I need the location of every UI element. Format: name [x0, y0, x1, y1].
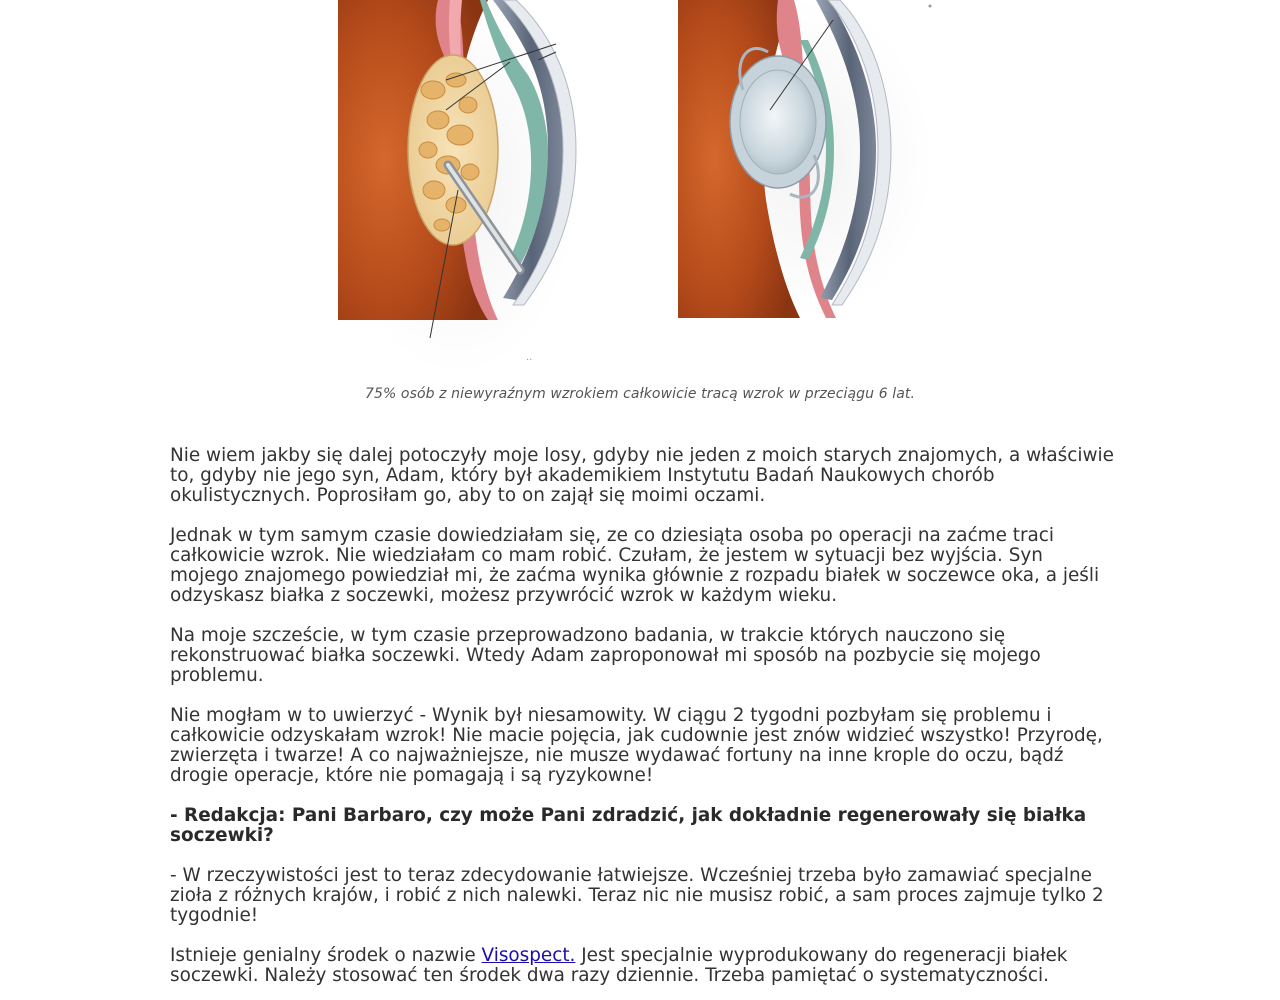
product-link[interactable]: Visospect.: [481, 945, 576, 966]
product-description-text: Jest specjalnie wyprodukowany do regeneracji białek soczewki. Należy stosować ten środek dwa razy dziennie. Trzeba pamiętać o systematyczności.: [170, 945, 1068, 986]
figure-caption: 75% osób z niewyraźnym wzrokiem całkowicie tracą wzrok w przeciągu 6 lat.: [364, 386, 916, 402]
paragraph-4: Nie mogłam w to uwierzyć - Wynik był niesamowity. W ciągu 2 tygodni pozbyłam się problemu i całkowicie odzyskałam wzrok! Nie macie pojęcia, jak cudownie jest znów widzieć wszystko! Przyrodę, zwierzęta i twarze! A co najważniejsze, nie musze wydawać fortuny na inne krople do oczu, bądź drogie operacje, które nie pomagają i są ryzykowne!: [170, 705, 1103, 786]
svg-text:..: ..: [526, 352, 533, 363]
interview-answer: - W rzeczywistości jest to teraz zdecydowanie łatwiejsze. Wcześniej trzeba było zamawiać specjalne zioła z różnych krajów, i robić z nich nalewki. Teraz nic nie musisz robić, a sam proces zajmuje tylko 2 tygodnie!: [170, 865, 1104, 926]
paragraph-product: [170, 946, 1115, 986]
paragraph-2: Jednak w tym samym czasie dowiedziałam się, ze co dziesiąta osoba po operacji na zaćme traci całkowicie wzrok. Nie wiedziałam co mam robić. Czułam, że jestem w sytuacji bez wyjścia. Syn mojego znajomego powiedział mi, że zaćma wynika głównie z rozpadu białek w soczewce oka, a jeśli odzyskasz białka z soczewki, możesz przywrócić wzrok w każdym wieku.: [170, 525, 1100, 606]
eye-cataract-illustration: [338, 0, 942, 380]
paragraph-3: Na moje szczeście, w tym czasie przeprowadzono badania, w trakcie których nauczono się rekonstruować białka soczewki. Wtedy Adam zaproponował mi sposób na pozbycie się mojego problemu.: [170, 625, 1041, 686]
product-intro-text: Istnieje genialny środek o nazwie: [170, 945, 482, 966]
paragraph-1: Nie wiem jakby się dalej potoczyły moje losy, gdyby nie jeden z moich starych znajomych, a właściwie to, gdyby nie jego syn, Adam, który był akademikiem Instytutu Badań Naukowych chorób okulistycznych. Poprosiłam go, aby to on zajął się moimi oczami.: [170, 445, 1114, 506]
interview-question: - Redakcja: Pani Barbaro, czy może Pani zdradzić, jak dokładnie regenerowały się białka soczewki?: [170, 805, 1087, 846]
article-body: [170, 446, 1115, 1000]
